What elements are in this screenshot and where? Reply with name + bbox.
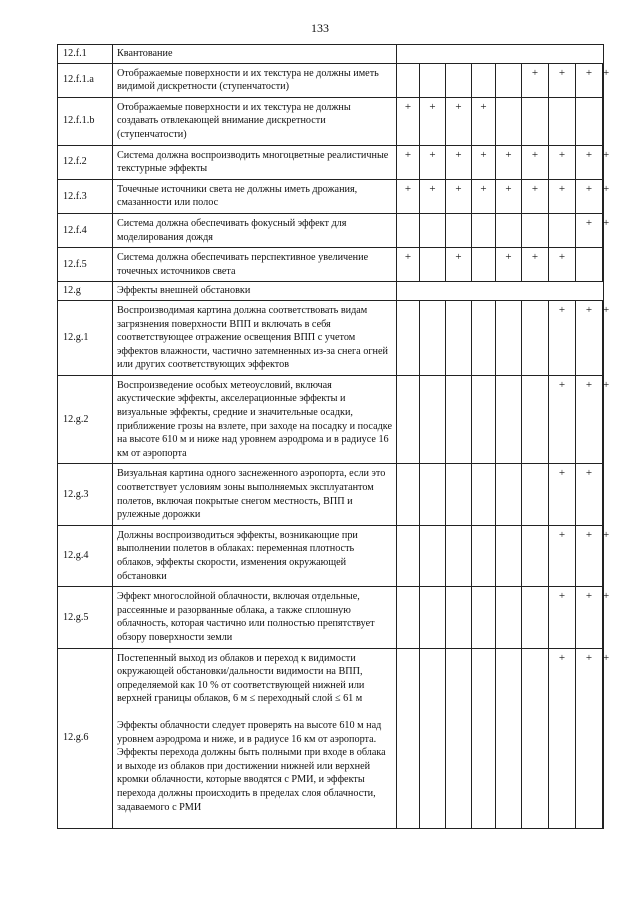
- requirement-paragraph: Постепенный выход из облаков и переход к видимости окружающей обстановки/дальности видимости на ВПП, определяемой как 10 % от соответствующей нижней или верхней границы облаков, 6 м ≤ переходный слой ≤ 61 м: [117, 652, 365, 705]
- compliance-mark: +: [576, 145, 603, 179]
- section-blank: [397, 45, 604, 64]
- row-number: 12.g.5: [58, 587, 113, 648]
- compliance-mark: [397, 587, 420, 648]
- compliance-mark: [397, 648, 420, 828]
- compliance-mark: [420, 525, 446, 586]
- requirement-paragraph: Эффекты облачности следует проверять на высоте 610 м над уровнем аэродрома и ниже, и в радиусе 16 км от аэропорта. Эффекты перехода должны быть полными при входе в облака и выходе из облаков при достижении нижней или верхней кромки облачности, которые вводятся с РМИ, и эффекты перехода должны происходить в пределах слоя облачности, задаваемого с РМИ: [117, 719, 386, 813]
- compliance-mark: [496, 525, 522, 586]
- requirement-text: Эффект многослойной облачности, включая отдельные, рассеянные и разорванные облака, а также сплошную облачность, которая частично или полностью препятствует обзору поверхности земли: [113, 587, 397, 648]
- compliance-mark: +: [549, 525, 576, 586]
- compliance-mark: [420, 648, 446, 828]
- row-number: 12.f.3: [58, 179, 113, 213]
- compliance-mark: [472, 464, 496, 525]
- compliance-mark: +: [522, 63, 549, 97]
- section-title: Квантование: [113, 45, 397, 64]
- requirement-text: Воспроизводимая картина должна соответствовать видам загрязнения поверхности ВПП и включать в себя соответствующее отражение освещения ВПП с учетом эффектов влажности, частично затемненных из-за снега огней или других соответствующих эффектов: [113, 300, 397, 375]
- compliance-mark: [446, 300, 472, 375]
- compliance-mark: [496, 375, 522, 464]
- compliance-mark: +: [496, 248, 522, 282]
- compliance-mark: [397, 525, 420, 586]
- compliance-mark: +: [603, 300, 604, 375]
- compliance-mark: [420, 300, 446, 375]
- compliance-mark: +: [397, 97, 420, 145]
- requirements-table: [57, 44, 610, 829]
- requirement-text: [113, 648, 397, 828]
- compliance-mark: [472, 248, 496, 282]
- table-row: [58, 587, 604, 648]
- compliance-mark: +: [522, 248, 549, 282]
- compliance-mark: +: [397, 248, 420, 282]
- table-row: [58, 145, 604, 179]
- compliance-mark: +: [549, 248, 576, 282]
- compliance-mark: [420, 63, 446, 97]
- compliance-mark: +: [549, 375, 576, 464]
- row-number: 12.g: [58, 282, 113, 301]
- compliance-mark: +: [446, 145, 472, 179]
- compliance-mark: +: [576, 179, 603, 213]
- compliance-mark: [522, 587, 549, 648]
- table-row: [58, 213, 604, 247]
- table-row: [58, 179, 604, 213]
- compliance-mark: +: [446, 179, 472, 213]
- compliance-mark: +: [603, 648, 604, 828]
- requirement-text: Должны воспроизводиться эффекты, возникающие при выполнении полетов в облаках: переменная плотность облаков, эффекты скорости, изменения окружающей обстановки: [113, 525, 397, 586]
- compliance-mark: [472, 63, 496, 97]
- compliance-mark: +: [549, 300, 576, 375]
- row-number: 12.f.1.b: [58, 97, 113, 145]
- row-number: 12.f.5: [58, 248, 113, 282]
- row-number: 12.f.1.a: [58, 63, 113, 97]
- page-number: 133: [311, 21, 329, 35]
- row-number: 12.f.1: [58, 45, 113, 64]
- row-number: 12.f.4: [58, 213, 113, 247]
- compliance-mark: [522, 648, 549, 828]
- requirement-text: Отображаемые поверхности и их текстура не должны иметь видимой дискретности (ступенчатости): [113, 63, 397, 97]
- compliance-mark: [446, 525, 472, 586]
- compliance-mark: +: [603, 587, 604, 648]
- compliance-mark: [446, 375, 472, 464]
- compliance-mark: [472, 213, 496, 247]
- table-row: [58, 525, 604, 586]
- row-number: 12.g.3: [58, 464, 113, 525]
- compliance-mark: +: [397, 145, 420, 179]
- compliance-mark: +: [420, 97, 446, 145]
- section-row: [58, 282, 604, 301]
- compliance-mark: [496, 300, 522, 375]
- compliance-mark: +: [397, 179, 420, 213]
- compliance-mark: +: [549, 63, 576, 97]
- requirement-text: Система должна обеспечивать фокусный эффект для моделирования дождя: [113, 213, 397, 247]
- compliance-mark: [446, 648, 472, 828]
- compliance-mark: +: [603, 179, 604, 213]
- compliance-mark: +: [549, 179, 576, 213]
- compliance-mark: +: [496, 145, 522, 179]
- compliance-mark: +: [472, 179, 496, 213]
- row-number: 12.g.6: [58, 648, 113, 828]
- compliance-mark: [549, 97, 576, 145]
- compliance-mark: +: [420, 145, 446, 179]
- compliance-mark: +: [576, 464, 603, 525]
- compliance-mark: [420, 464, 446, 525]
- section-row: [58, 45, 604, 64]
- row-number: 12.g.1: [58, 300, 113, 375]
- compliance-mark: [496, 63, 522, 97]
- compliance-mark: [397, 375, 420, 464]
- compliance-mark: +: [603, 63, 604, 97]
- compliance-mark: [446, 464, 472, 525]
- compliance-mark: [522, 525, 549, 586]
- compliance-mark: [522, 375, 549, 464]
- compliance-mark: [472, 648, 496, 828]
- compliance-mark: [522, 213, 549, 247]
- table-row: [58, 648, 604, 828]
- table-row: [58, 63, 604, 97]
- requirement-text: Система должна обеспечивать перспективное увеличение точечных источников света: [113, 248, 397, 282]
- table-row: [58, 375, 604, 464]
- compliance-mark: [472, 300, 496, 375]
- table-row: [58, 97, 604, 145]
- compliance-mark: [472, 375, 496, 464]
- compliance-mark: [522, 464, 549, 525]
- compliance-mark: +: [576, 525, 603, 586]
- row-number: 12.g.4: [58, 525, 113, 586]
- requirement-text: Точечные источники света не должны иметь дрожания, смазанности или полос: [113, 179, 397, 213]
- row-number: 12.g.2: [58, 375, 113, 464]
- compliance-mark: +: [576, 300, 603, 375]
- compliance-mark: [522, 97, 549, 145]
- compliance-mark: [420, 248, 446, 282]
- compliance-mark: [496, 587, 522, 648]
- compliance-mark: [603, 248, 604, 282]
- row-number: 12.f.2: [58, 145, 113, 179]
- compliance-mark: +: [576, 63, 603, 97]
- compliance-mark: [472, 587, 496, 648]
- compliance-mark: [496, 464, 522, 525]
- compliance-mark: +: [549, 464, 576, 525]
- compliance-mark: [576, 248, 603, 282]
- compliance-mark: [446, 587, 472, 648]
- compliance-mark: +: [549, 587, 576, 648]
- compliance-mark: [420, 375, 446, 464]
- table-row: [58, 248, 604, 282]
- compliance-mark: +: [576, 375, 603, 464]
- compliance-mark: [446, 63, 472, 97]
- compliance-mark: +: [603, 525, 604, 586]
- compliance-mark: +: [576, 213, 603, 247]
- section-blank: [397, 282, 604, 301]
- compliance-mark: +: [603, 145, 604, 179]
- compliance-mark: +: [603, 213, 604, 247]
- compliance-mark: [496, 213, 522, 247]
- requirement-text: Отображаемые поверхности и их текстура не должны создавать отвлекающей внимание дискретности (ступенчатости): [113, 97, 397, 145]
- compliance-mark: [397, 464, 420, 525]
- table-row: [58, 464, 604, 525]
- compliance-mark: [446, 213, 472, 247]
- compliance-mark: [420, 587, 446, 648]
- compliance-mark: +: [549, 648, 576, 828]
- compliance-mark: [522, 300, 549, 375]
- compliance-mark: +: [420, 179, 446, 213]
- compliance-mark: +: [472, 97, 496, 145]
- compliance-mark: [472, 525, 496, 586]
- compliance-mark: +: [472, 145, 496, 179]
- compliance-mark: [397, 300, 420, 375]
- compliance-mark: +: [549, 145, 576, 179]
- compliance-mark: [576, 97, 603, 145]
- compliance-mark: [397, 213, 420, 247]
- compliance-mark: [549, 213, 576, 247]
- section-title: Эффекты внешней обстановки: [113, 282, 397, 301]
- compliance-mark: +: [603, 375, 604, 464]
- compliance-mark: [420, 213, 446, 247]
- compliance-mark: +: [576, 648, 603, 828]
- compliance-mark: +: [496, 179, 522, 213]
- compliance-mark: [496, 97, 522, 145]
- compliance-mark: +: [446, 248, 472, 282]
- requirement-text: Воспроизведение особых метеоусловий, включая акустические эффекты, акселерационные эффекты и визуальные эффекты, средние и значительные осадки, приближение грозы на взлете, при заходе на посадку и посадке на высоте 610 м и ниже над уровнем аэродрома и в радиусе 16 км от аэропорта: [113, 375, 397, 464]
- compliance-mark: [496, 648, 522, 828]
- compliance-mark: +: [446, 97, 472, 145]
- table-row: [58, 300, 604, 375]
- compliance-mark: +: [522, 179, 549, 213]
- compliance-mark: +: [576, 587, 603, 648]
- compliance-mark: +: [522, 145, 549, 179]
- compliance-mark: [397, 63, 420, 97]
- requirement-text: Система должна воспроизводить многоцветные реалистичные текстурные эффекты: [113, 145, 397, 179]
- requirement-text: Визуальная картина одного заснеженного аэропорта, если это соответствует условиям зоны выполняемых эксплуатантом полетов, включая покрытые снегом местность, ВПП и рулежные дорожки: [113, 464, 397, 525]
- compliance-mark: [603, 97, 604, 145]
- compliance-mark: [603, 464, 604, 525]
